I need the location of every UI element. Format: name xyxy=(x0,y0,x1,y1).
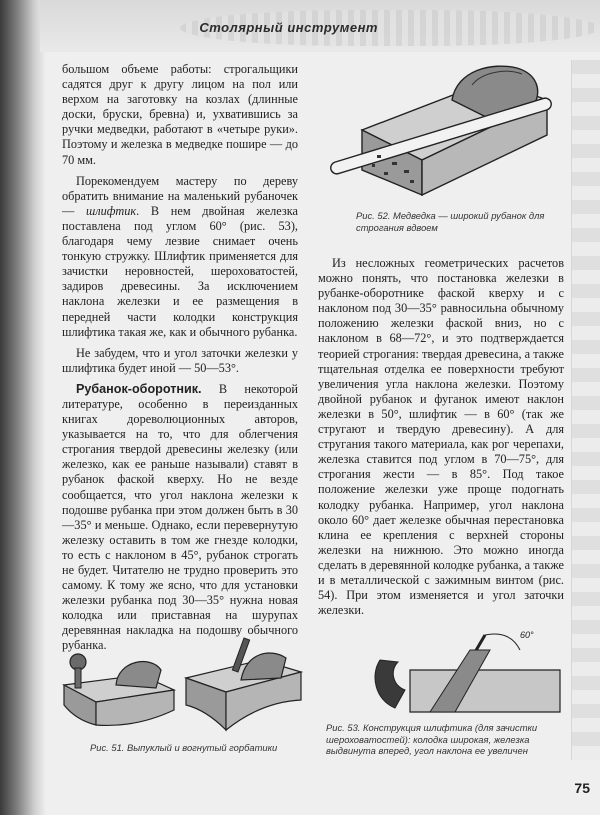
section-heading: Рубанок-оборотник. xyxy=(76,381,202,396)
paragraph: Порекомендуем мастеру по дереву обратить внимание на маленький рубаночек — шлифтик. В нем двойная железка поставлена под углом 60° (рис. 53), благодаря чему лезвие снимает очень тонкую стружку. Шлифтик применяется для зачистки неровностей, шероховатостей, задиров древесины. За исключением наклона железки и ее размещения в передней части колодки конструкция шлифтика такая же, как и обычного рубанка. xyxy=(62,173,299,339)
plane-handle-section xyxy=(375,660,405,708)
angle-label: 60° xyxy=(520,630,534,640)
running-title: Столярный инструмент xyxy=(199,20,378,35)
paragraph: большом объеме работы: строгальщики садятся друг к другу лицом на пол или верхом на заготовку на козлах (длинные доски, бруски, бревна) и, ухватившись за ручки медведки, работают в «четыре руки». Поэтому и железка в медведке пошире — до 70 мм. xyxy=(62,62,298,167)
plane-block-section xyxy=(410,670,560,712)
page-number: 75 xyxy=(574,780,590,796)
paragraph: Рубанок-оборотник. В некоторой литературе, особенно в переизданных книгах дореволюционных авторов, указывается на то, что для облегчения строгания твердой древесины железку (или железко, как ее раньше называли) ставят в рубанок фаской кверху. Но не везде сообщается, что угол наклона железки к подошве рубанка при этом должен быть в 30—35° и меньше. Однако, если перевернутую железку оставить в том же гнезде колодки, то есть с наклоном в 45°, рубанок строгать не будет. Читателю не трудно проверить это самому. К тому же ясно, что для установки железки рубанка под 30—35° нужна новая колодка или приставная на шурупах деревянная накладка на подошву обычного рубанка. xyxy=(62,381,298,653)
figure-51-humped-planes xyxy=(56,630,306,735)
figure-53-caption: Рис. 53. Конструкция шлифтика (для зачистки шероховатостей): колодка широкая, железка выдвинута вперед, угол наклона ее увеличен xyxy=(326,722,538,756)
emphasis: шлифтик xyxy=(85,203,137,218)
concave-plane xyxy=(186,638,301,730)
book-spine-shadow xyxy=(0,0,46,815)
paragraph: Из несложных геометрических расчетов можно понять, что постановка железки в рубанке-оборотнике фаской кверху и с наклоном под 30—35° равносильна обычному положению железки фаской вниз, но с наклоном в 68—72°, и это подтверждается теорией строгания: твердая древесина, а также тщательная отделка ее поверхности требуют увеличения угла наклона железки. Поэтому двойной рубанок и фуганок имеют наклон железки в 50°, шлифтик — в 60° (так же стругают и твердую древесину). А для стругания такого материала, как рог черепахи, железка ставится под углом в 70—75°, для строгания жести — в 85°. Под такое положение железки уже проще подогнать колодку рубанка. Например, угол наклона около 60° дает железке обычная перестановка клина ее крепления с верхней стороны железки на нижнюю. Это можно иногда сделать в деревянной колодке рубанка, а также и в металлической с зажимным винтом (рис. 54). При этом изменяется и угол заточки железки. xyxy=(318,256,564,618)
paragraph: Не забудем, что и угол заточки железки у шлифтика будет иной — 50—53°. xyxy=(62,345,298,375)
angle-arc xyxy=(485,634,520,650)
figure-53-smoothing-plane xyxy=(370,620,570,718)
side-ornament xyxy=(571,60,600,760)
convex-plane xyxy=(64,654,174,725)
figure-51-caption: Рис. 51. Выпуклый и вогнутый горбатики xyxy=(90,742,278,753)
figure-52-caption: Рис. 52. Медведка — широкий рубанок для строгания вдвоем xyxy=(356,210,545,233)
figure-52-medvedka-plane xyxy=(322,60,562,205)
left-column xyxy=(62,62,298,660)
right-column xyxy=(318,256,564,624)
